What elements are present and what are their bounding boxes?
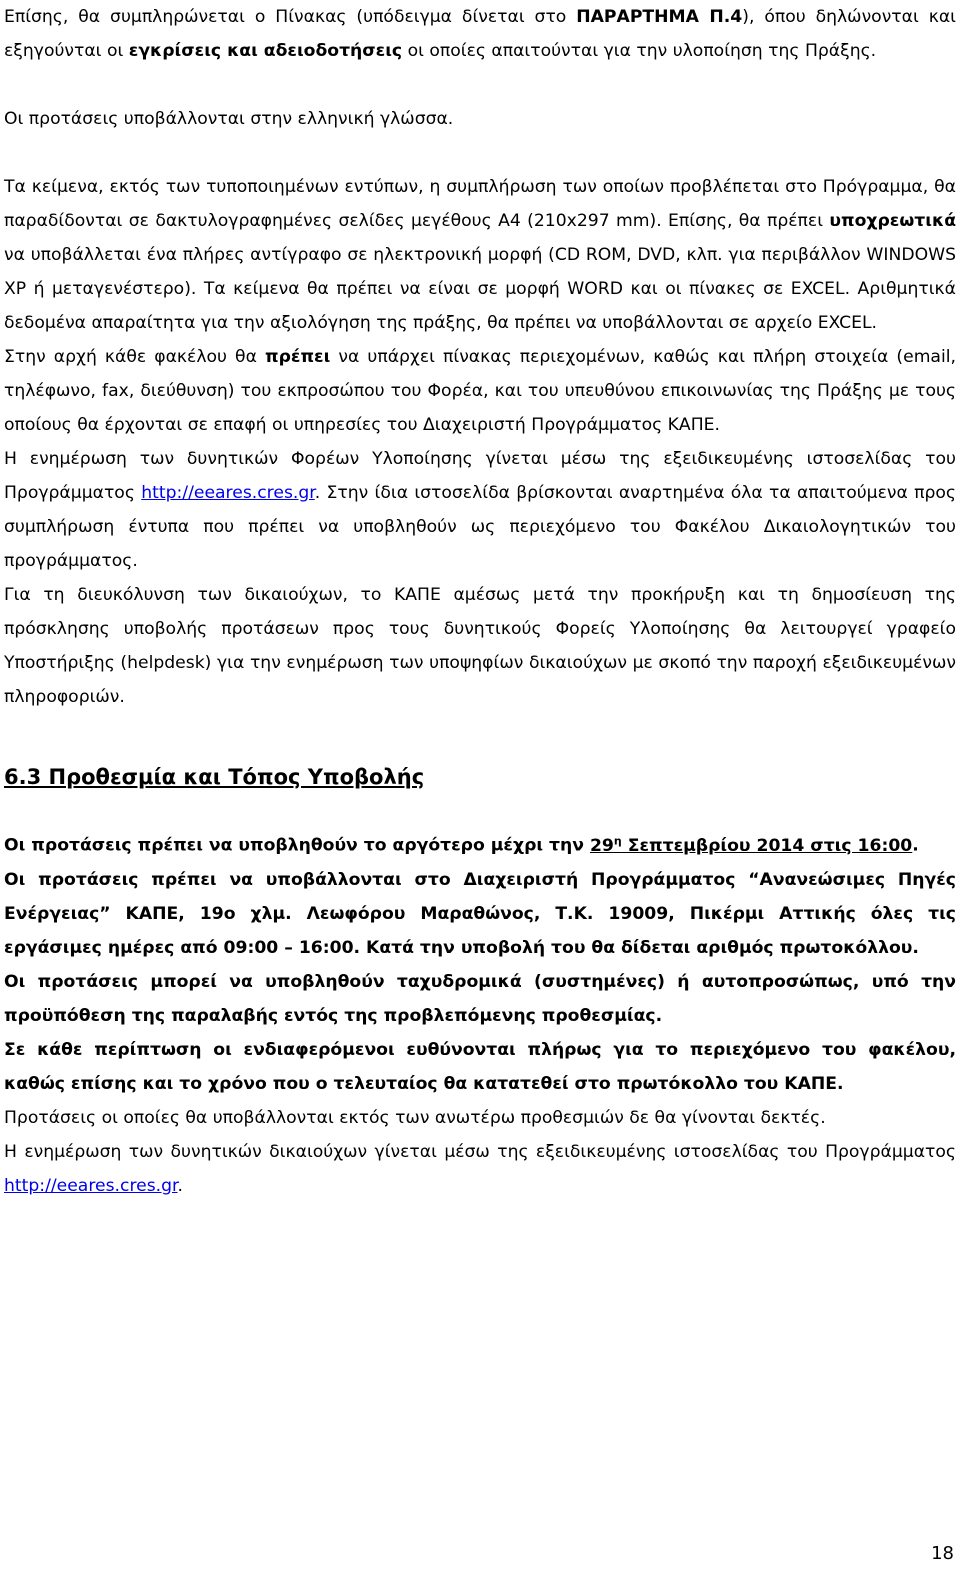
text: Οι προτάσεις πρέπει να υποβληθούν το αργότερο μέχρι την [4, 835, 590, 856]
paragraph-location: Οι προτάσεις πρέπει να υποβάλλονται στο Διαχειριστή Προγράμματος “Ανανεώσιμες Πηγές Ενέργειας” ΚΑΠΕ, 19ο χλμ. Λεωφόρου Μαραθώνος, Τ.Κ. 19009, Πικέρμι Αττικής όλες τις εργάσιμες ημέρες από 09:00 – 16:00. Κατά την υποβολή του θα δίδεται αριθμός πρωτοκόλλου. [4, 869, 956, 958]
paragraph-language: Οι προτάσεις υποβάλλονται στην ελληνική γλώσσα. [4, 109, 454, 129]
must-term: πρέπει [264, 347, 331, 367]
text: ), όπου δηλώνονται και εξηγούνται οι [4, 7, 956, 61]
text: Τα κείμενα, εκτός των τυποποιημένων εντύπων, η συμπλήρωση των οποίων προβλέπεται στο Πρόγραμμα, θα παραδίδονται σε δακτυλογραφημένες σελίδες μεγέθους Α4 (210x297 mm). Επίσης, θα πρέπει [4, 177, 956, 231]
paragraph-responsibility: Σε κάθε περίπτωση οι ενδιαφερόμενοι ευθύνονται πλήρως για το περιεχόμενο του φακέλου, καθώς επίσης και το χρόνο που ο τελευταίος θα κατατεθεί στο πρωτόκολλο του ΚΑΠΕ. [4, 1039, 956, 1094]
text: Η ενημέρωση των δυνητικών δικαιούχων γίνεται μέσω της εξειδικευμένης ιστοσελίδας του Προγράμματος [4, 1141, 956, 1162]
section-heading: 6.3 Προθεσμία και Τόπος Υποβολής [4, 765, 425, 789]
paragraph-approvals [4, 0, 956, 68]
mandatory-term: υποχρεωτικά [829, 211, 956, 231]
paragraph-info [4, 1135, 956, 1203]
deadline-day: 29 [589, 835, 614, 856]
deadline-date [590, 836, 912, 856]
paragraph-website [4, 442, 956, 578]
program-website-link-2[interactable]: http://eeares.cres.gr [4, 1175, 178, 1196]
text: Στην αρχή κάθε φακέλου θα [4, 347, 265, 367]
appendix-ref: ΠΑΡΑΡΤΗΜΑ Π.4 [576, 7, 743, 27]
paragraph-late: Προτάσεις οι οποίες θα υποβάλλονται εκτός των ανωτέρω προθεσμιών δε θα γίνονται δεκτές. [4, 1107, 826, 1128]
ordinal-sup: η [613, 834, 622, 847]
text: να υπάρχει πίνακας περιεχομένων, καθώς και πλήρη στοιχεία (email, τηλέφωνο, fax, διεύθυνση) του εκπροσώπου του Φορέα, και του υπευθύνου επικοινωνίας της Πράξης με τους οποίους θα έρχονται σε επαφή οι υπηρεσίες του Διαχειριστή Προγράμματος ΚΑΠΕ. [4, 347, 956, 435]
program-website-link[interactable]: http://eeares.cres.gr [141, 483, 315, 503]
paragraph-deadline [4, 824, 956, 863]
document-page [4, 0, 956, 1203]
text: . [912, 835, 919, 856]
text: . Στην ίδια ιστοσελίδα βρίσκονται αναρτημένα όλα τα απαιτούμενα προς συμπλήρωση έντυπα που πρέπει να υποβληθούν ως περιεχόμενο του Φακέλου Δικαιολογητικών του προγράμματος. [4, 483, 956, 571]
paragraph-helpdesk: Για τη διευκόλυνση των δικαιούχων, το ΚΑΠΕ αμέσως μετά την προκήρυξη και τη δημοσίευση της πρόσκλησης υποβολής προτάσεων προς τους δυνητικούς Φορείς Υλοποίησης θα λειτουργεί γραφείο Υποστήριξης (helpdesk) για την ενημέρωση των υποψηφίων δικαιούχων με σκοπό την παροχή εξειδικευμένων πληροφοριών. [4, 585, 956, 707]
deadline-month-time: Σεπτεμβρίου 2014 στις 16:00 [621, 835, 913, 856]
text: Η ενημέρωση των δυνητικών Φορέων Υλοποίησης γίνεται μέσω της εξειδικευμένης ιστοσελίδας του Προγράμματος [4, 449, 956, 503]
page-number: 18 [931, 1543, 954, 1564]
text: οι οποίες απαιτούνται για την υλοποίηση της Πράξης. [402, 41, 877, 61]
paragraph-delivery: Οι προτάσεις μπορεί να υποβληθούν ταχυδρομικά (συστημένες) ή αυτοπροσώπως, υπό την προϋπόθεση της παραλαβής εντός της προβλεπόμενης προθεσμίας. [4, 971, 956, 1026]
paragraph-contents [4, 340, 956, 442]
paragraph-format [4, 170, 956, 340]
text: . [177, 1175, 184, 1196]
text: να υποβάλλεται ένα πλήρες αντίγραφο σε ηλεκτρονική μορφή (CD ROM, DVD, κλπ. για περιβάλλον WINDOWS XP ή μεταγενέστερο). Τα κείμενα θα πρέπει να είναι σε μορφή WORD και οι πίνακες σε EXCEL. Αριθμητικά δεδομένα απαραίτητα για την αξιολόγηση της πράξης, θα πρέπει να υποβάλλονται σε αρχείο EXCEL. [4, 245, 956, 333]
approvals-term: εγκρίσεις και αδειοδοτήσεις [128, 41, 403, 61]
text: Επίσης, θα συμπληρώνεται ο Πίνακας (υπόδειγμα δίνεται στο [4, 7, 577, 27]
